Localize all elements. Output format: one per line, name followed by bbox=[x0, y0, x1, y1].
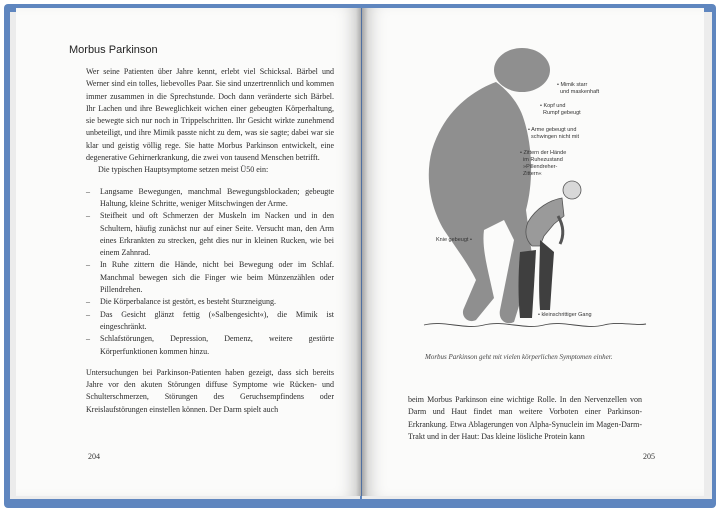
paragraph-intro: Wer seine Patienten über Jahre kennt, erlebt viel Schicksal. Bärbel und Werner sind ein tolles, liebevolles Paar. Sie sind unzertrennlich und kommen immer zusammen in die Sprechstunde. Doch dann veränderte sich Bärbel. Ihr Lachen und ihre Beweglichkeit wichen einer gebeugten Körperhaltung, sie bewegte sich nur noch in Trippelschritten. Ihr Gesicht wirkte zunehmend unbeteiligt, und ihre Mimik passte nicht zu dem, was sie sagte; dabei war sie klar und geistig völlig rege. Sie hatte Morbus Parkinson entwickelt, eine degenerative Gehirnerkrankung, die zwei von tausend Menschen betrifft. bbox=[86, 67, 334, 163]
right-body-text bbox=[408, 394, 642, 443]
symptom-list bbox=[86, 186, 334, 358]
figure-caption: Morbus Parkinson geht mit vielen körperlichen Symptomen einher. bbox=[425, 353, 613, 361]
paragraph-continuation: beim Morbus Parkinson eine wichtige Rolle. In den Nervenzellen von Darm und Haut findet man weitere Vorboten einer Parkinson-Erkrankung. Etwa Ablagerungen von Alpha-Synuclein im Magen-Darm-Trakt und in der Haut: Das kleine lösliche Protein kann bbox=[408, 395, 642, 441]
ground-line bbox=[424, 323, 646, 326]
left-body-text bbox=[86, 66, 334, 416]
list-item: – Langsame Bewegungen, manchmal Bewegungsblockaden; gebeugte Haltung, kleine Schritte, weniger Mitschwingen der Arme. bbox=[86, 186, 334, 208]
list-item: – Das Gesicht glänzt fettig (»Salbengesicht«), die Mimik ist eingeschränkt. bbox=[86, 309, 334, 331]
chapter-title: Morbus Parkinson bbox=[69, 44, 158, 56]
list-item: – In Ruhe zittern die Hände, nicht bei Bewegung oder im Schlaf. Manchmal bewegen sich die Finger wie beim Münzenzählen oder Pillendrehen. bbox=[86, 260, 334, 295]
parkinson-illustration bbox=[414, 40, 654, 340]
label-zittern: • Zittern der Hände im Ruhezustand »Pillendreher- Zittern« bbox=[520, 150, 567, 177]
list-item: – Die Körperbalance ist gestört, es besteht Sturzneigung. bbox=[86, 297, 276, 307]
paragraph-research: Untersuchungen bei Parkinson-Patienten haben gezeigt, dass sich bereits Jahre vor den akuten Störungen diffuse Symptome wie Rücken- und Schulterschmerzen, Störungen des Geruchsempfindens oder Kreislaufstörungen einstellen können. Der Darm spielt auch bbox=[86, 367, 334, 414]
label-mimik: • Mimik starr und maskenhaft bbox=[557, 82, 600, 95]
label-knie: Knie gebeugt • bbox=[436, 237, 472, 243]
page-number-right: 205 bbox=[643, 452, 655, 461]
label-gang: • kleinschrittiger Gang bbox=[538, 312, 592, 318]
list-item: – Schlafstörungen, Depression, Demenz, weitere gestörte Körperfunktionen kommen hinzu. bbox=[86, 334, 334, 356]
label-kopf: • Kopf und Rumpf gebeugt bbox=[540, 103, 581, 116]
paragraph-symptoms-intro: Die typischen Hauptsymptome setzen meist Ü50 ein: bbox=[98, 165, 269, 175]
page-number-left: 204 bbox=[88, 452, 100, 461]
list-item: – Steifheit und oft Schmerzen der Muskeln im Nacken und in den Schultern, häufig zunächst nur auf einer Seite. Versucht man, den Arm eines Erkrankten zu strecken, geht dies nur in kleinen Rucken, wie bei einem Zahnrad. bbox=[86, 211, 334, 258]
label-arme: • Arme gebeugt und schwingen nicht mit bbox=[528, 127, 580, 140]
book-gutter bbox=[356, 8, 368, 496]
